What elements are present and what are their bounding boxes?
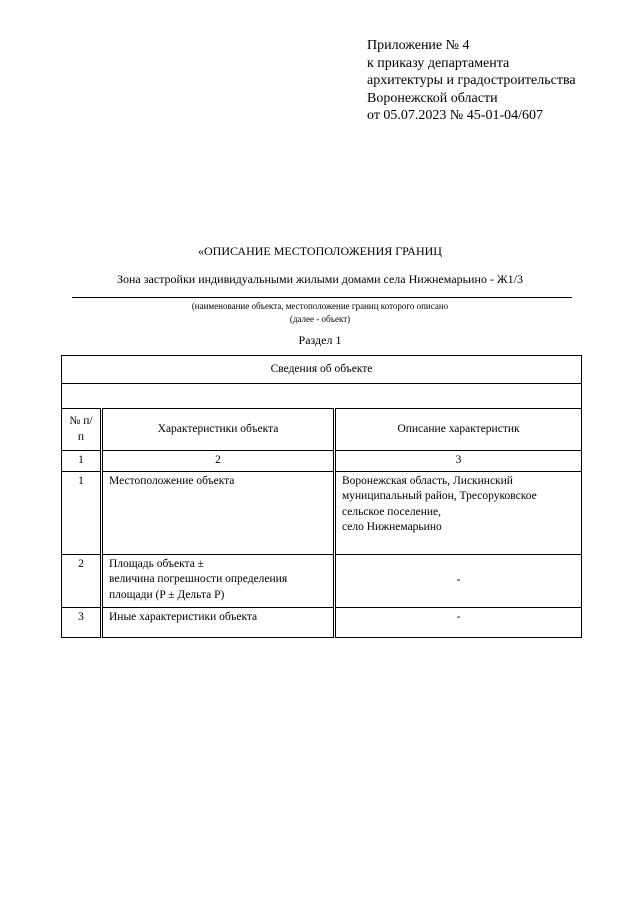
appendix-line: архитектуры и градостроительства [367,73,576,88]
column-header-number: № п/п [62,409,102,451]
row-number: 2 [62,554,102,607]
characteristic-line: величина погрешности определения [109,573,288,585]
object-info-table [61,355,582,638]
appendix-line: Воронежской области [367,90,498,106]
table-row [62,607,582,637]
column-header-characteristics: Характеристики объекта [102,409,335,451]
underline-divider [72,297,572,298]
object-caption [0,300,640,326]
appendix-block [367,37,576,125]
description-line: муниципальный район, Тресоруковское [342,490,537,502]
characteristic-line: площади (P ± Дельта P) [109,588,225,601]
column-number: 2 [102,451,335,472]
description-line: Воронежская область, Лискинский [342,474,513,487]
caption-line: (далее - объект) [289,314,351,324]
caption-line: (наименование объекта, местоположение границ которого описано [191,301,449,311]
row-characteristic [102,554,335,607]
row-characteristic: Местоположение объекта [102,471,335,554]
table-header: Сведения об объекте [62,356,582,384]
document-title: «ОПИСАНИЕ МЕСТОПОЛОЖЕНИЯ ГРАНИЦ [198,244,442,258]
row-characteristic: Иные характеристики объекта [102,607,335,637]
empty-row [62,384,582,409]
row-description: - [335,607,582,637]
appendix-line: от 05.07.2023 № 45-01-04/607 [367,108,544,123]
table-row [62,471,582,554]
row-description [335,471,582,554]
row-number: 3 [62,607,102,637]
characteristic-line: Площадь объекта ± [109,557,204,570]
appendix-line: к приказу департамента [367,55,510,71]
row-number: 1 [62,471,102,554]
row-description: - [335,554,582,607]
appendix-line: Приложение № 4 [367,38,470,53]
table-row [62,554,582,607]
object-name: Зона застройки индивидуальными жилыми домами села Нижнемарьино - Ж1/3 [116,272,523,286]
description-line: сельское поселение, [342,505,441,518]
column-number: 3 [335,451,582,472]
section-heading: Раздел 1 [298,333,342,347]
description-line: село Нижнемарьино [342,521,442,533]
column-number: 1 [62,451,102,472]
column-header-description: Описание характеристик [335,409,582,451]
